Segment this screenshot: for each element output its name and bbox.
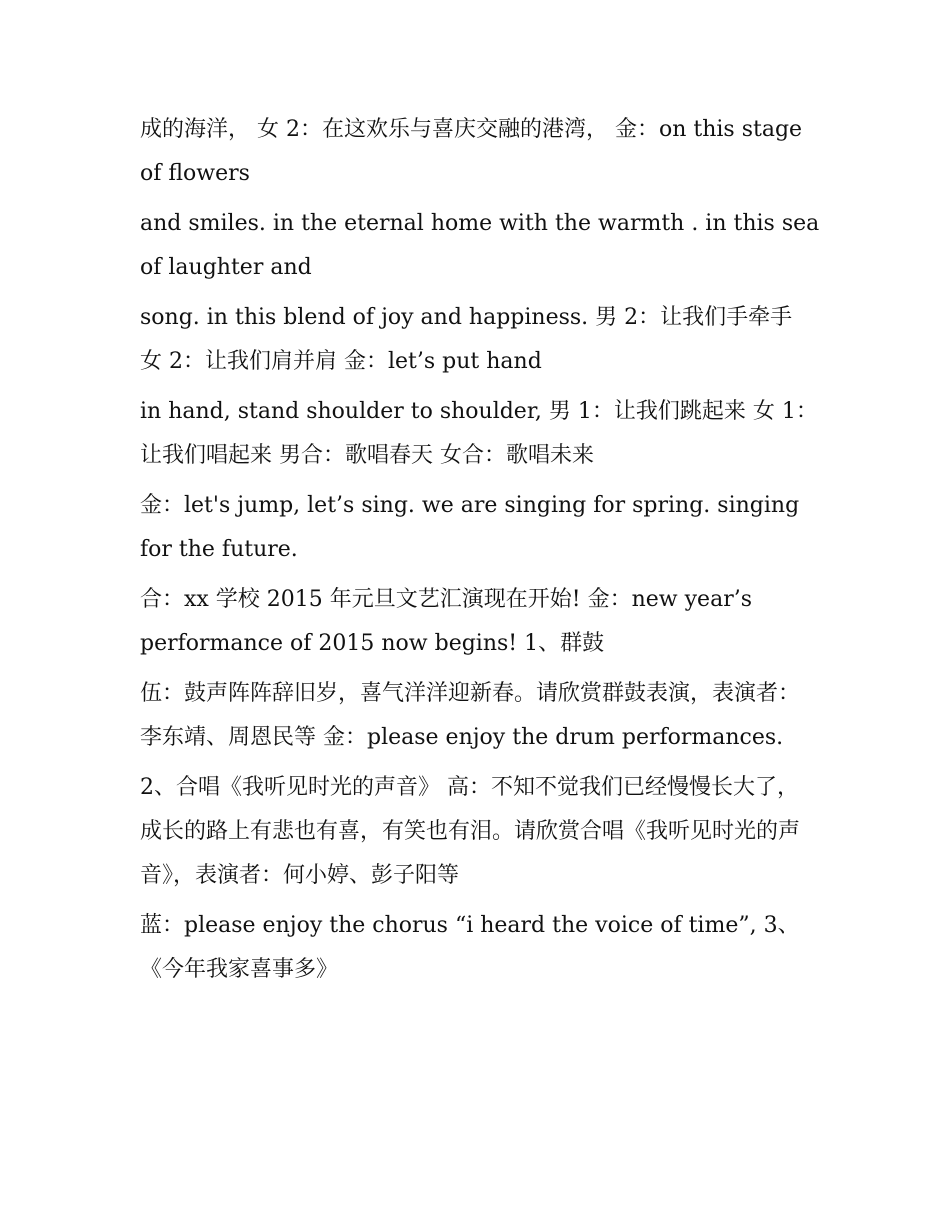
paragraph-6: 合：xx 学校 2015 年元旦文艺汇演现在开始! 金：new year’s performance of 2015 now begins! 1、群鼓	[140, 587, 752, 656]
paragraph-5: 金：let's jump, let’s sing. we are singing for spring. singing for the future.	[140, 493, 800, 562]
paragraph-4: in hand, stand shoulder to shoulder, 男 1：让我们跳起来 女 1：让我们唱起来 男合：歌唱春天 女合：歌唱未来	[140, 399, 818, 468]
paragraph-7: 伍：鼓声阵阵辞旧岁，喜气洋洋迎新春。请欣赏群鼓表演，表演者：李东靖、周恩民等 金：please enjoy the drum performances.	[140, 681, 801, 750]
document-page	[140, 108, 820, 992]
paragraph-1: 成的海洋， 女 2：在这欢乐与喜庆交融的港湾， 金：on this stage of flowers	[140, 117, 803, 186]
paragraph-2: and smiles. in the eternal home with the warmth . in this sea of laughter and	[140, 211, 820, 280]
paragraph-8: 2、合唱《我听见时光的声音》 高：不知不觉我们已经慢慢长大了，成长的路上有悲也有喜，有笑也有泪。请欣赏合唱《我听见时光的声音》，表演者：何小婷、彭子阳等	[140, 775, 801, 888]
paragraph-3: song. in this blend of joy and happiness. 男 2：让我们手牵手 女 2：让我们肩并肩 金：let’s put hand	[140, 305, 793, 374]
paragraph-9: 蓝：please enjoy the chorus “i heard the voice of time”, 3、《今年我家喜事多》	[140, 913, 800, 982]
